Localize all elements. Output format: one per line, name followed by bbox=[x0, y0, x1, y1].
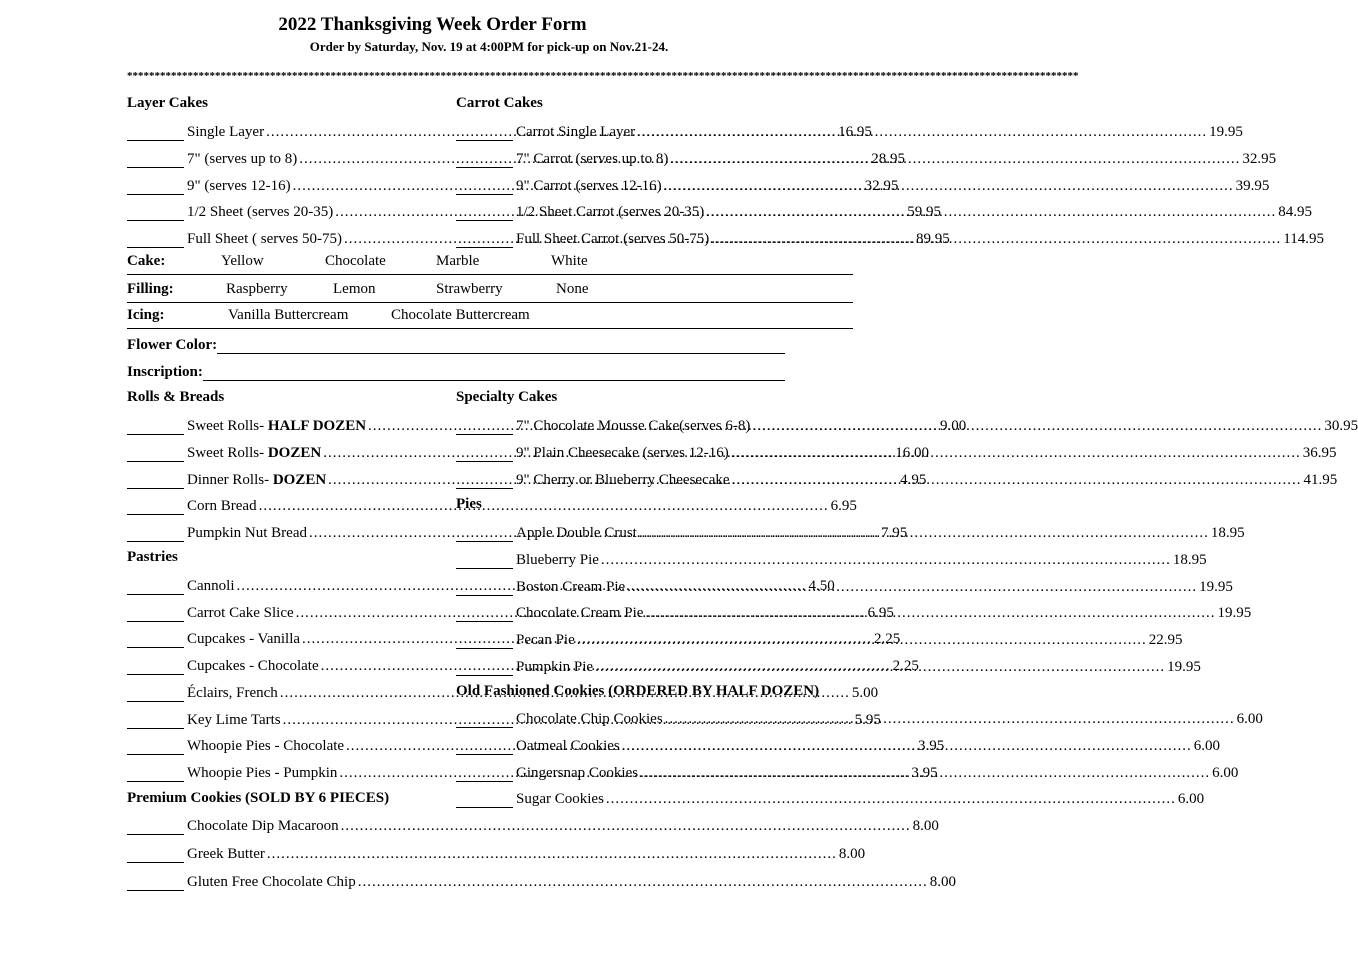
quantity-blank[interactable] bbox=[127, 500, 184, 515]
item-price: 22.95 bbox=[1148, 632, 1183, 649]
item-name bbox=[516, 472, 730, 489]
item-name bbox=[187, 658, 319, 675]
item-name-text: Corn Bread bbox=[187, 498, 257, 515]
item-price: 19.95 bbox=[1199, 578, 1233, 595]
item-price: 2.25 bbox=[874, 631, 901, 648]
flower-color-label: Flower Color: bbox=[127, 337, 218, 353]
item-name-text: 9" Cherry or Blueberry Cheesecake bbox=[516, 471, 730, 488]
item-name-text: Chocolate Chip Cookies bbox=[516, 711, 663, 727]
inscription-label: Inscription: bbox=[127, 364, 203, 380]
leader-dots bbox=[639, 525, 1209, 542]
item-name-text: Gingersnap Cookies bbox=[516, 764, 639, 781]
item-name bbox=[187, 204, 333, 221]
item-price: 18.95 bbox=[1210, 525, 1245, 541]
leader-dots bbox=[731, 445, 1301, 462]
item-price: 19.95 bbox=[1217, 605, 1252, 622]
item-name bbox=[516, 632, 575, 649]
item-price: 7.95 bbox=[881, 525, 908, 542]
quantity-blank[interactable] bbox=[127, 767, 184, 782]
item-price: 84.95 bbox=[1278, 204, 1313, 221]
order-item-row bbox=[127, 815, 939, 835]
item-name-text: Whoopie Pies - Chocolate bbox=[187, 738, 345, 755]
item-name bbox=[516, 445, 729, 462]
item-name bbox=[516, 791, 604, 808]
quantity-blank[interactable] bbox=[127, 447, 184, 462]
leader-dots bbox=[711, 231, 1281, 248]
filling-option[interactable]: Raspberry bbox=[226, 281, 288, 297]
item-name bbox=[187, 846, 265, 863]
quantity-blank[interactable] bbox=[127, 126, 184, 141]
quantity-blank[interactable] bbox=[127, 876, 184, 891]
item-price: 32.95 bbox=[864, 177, 899, 194]
item-name-text: Dinner Rolls- bbox=[187, 471, 273, 488]
item-name bbox=[187, 498, 257, 515]
item-name-text: 9" Plain Cheesecake (serves 12-16) bbox=[516, 444, 729, 461]
item-name-text: Chocolate Cream Pie bbox=[516, 605, 644, 622]
item-price: 32.95 bbox=[1242, 150, 1277, 167]
filling-option[interactable]: None bbox=[556, 281, 589, 297]
item-price: 6.00 bbox=[1177, 791, 1205, 808]
item-name-text: Sweet Rolls- bbox=[187, 444, 268, 461]
item-name bbox=[516, 659, 593, 676]
order-item-row bbox=[456, 576, 1233, 596]
section-title-specialty-cakes: Specialty Cakes bbox=[456, 389, 558, 405]
item-price: 30.95 bbox=[1324, 418, 1358, 434]
item-price: 16.95 bbox=[838, 124, 872, 140]
order-item-row bbox=[456, 549, 1207, 569]
item-price: 5.95 bbox=[854, 711, 881, 728]
section-title-pies: Pies bbox=[456, 496, 482, 512]
item-name bbox=[187, 151, 297, 168]
quantity-blank[interactable] bbox=[456, 527, 513, 542]
icing-option[interactable]: Chocolate Buttercream bbox=[391, 307, 530, 323]
leader-dots bbox=[577, 632, 1147, 649]
item-price: 6.95 bbox=[830, 498, 857, 515]
section-title-carrot-cakes: Carrot Cakes bbox=[456, 95, 543, 111]
item-name-emphasis: DOZEN bbox=[272, 471, 327, 488]
item-name bbox=[516, 579, 625, 596]
item-price: 39.95 bbox=[1235, 177, 1270, 194]
item-name-text: Gluten Free Chocolate Chip bbox=[187, 873, 356, 890]
quantity-blank[interactable] bbox=[456, 607, 513, 622]
quantity-blank[interactable] bbox=[456, 767, 513, 782]
item-name-text: Key Lime Tarts bbox=[187, 711, 281, 728]
item-name-text: Chocolate Dip Macaroon bbox=[187, 818, 339, 834]
item-name-text: Greek Butter bbox=[187, 845, 265, 862]
quantity-blank[interactable] bbox=[456, 661, 513, 676]
item-name bbox=[516, 151, 668, 168]
leader-dots bbox=[606, 791, 1176, 808]
leader-dots bbox=[706, 204, 1276, 221]
item-price: 9.00 bbox=[940, 418, 967, 434]
item-name-text: Pumpkin Nut Bread bbox=[187, 525, 307, 542]
leader-dots bbox=[267, 846, 837, 863]
icing-label: Icing: bbox=[127, 307, 165, 323]
item-price: 18.95 bbox=[1172, 551, 1207, 568]
quantity-blank[interactable] bbox=[456, 793, 513, 808]
quantity-blank[interactable] bbox=[456, 233, 513, 248]
item-name-text: 7" Chocolate Mousse Cake(serves 6-8) bbox=[516, 418, 751, 434]
leader-dots bbox=[622, 738, 1192, 755]
item-name-text: Pecan Pie bbox=[516, 632, 575, 649]
item-price: 89.95 bbox=[915, 231, 950, 248]
item-name bbox=[516, 178, 662, 195]
leader-dots bbox=[601, 552, 1171, 569]
item-price: 59.95 bbox=[907, 204, 941, 221]
item-price: 5.00 bbox=[851, 684, 879, 701]
item-name-text: 9" (serves 12-16) bbox=[187, 177, 291, 194]
quantity-blank[interactable] bbox=[456, 554, 513, 569]
item-name-emphasis: DOZEN bbox=[267, 444, 322, 461]
item-price: 6.00 bbox=[1212, 764, 1239, 781]
item-name bbox=[187, 765, 337, 782]
cake-option[interactable]: Chocolate bbox=[325, 253, 386, 269]
quantity-blank[interactable] bbox=[127, 474, 184, 489]
item-name bbox=[187, 631, 300, 648]
item-price: 3.95 bbox=[918, 738, 945, 755]
item-price: 8.00 bbox=[912, 818, 939, 834]
cake-option[interactable]: Yellow bbox=[221, 253, 264, 269]
section-title-layer-cakes: Layer Cakes bbox=[127, 95, 208, 111]
quantity-blank[interactable] bbox=[456, 713, 513, 728]
leader-dots bbox=[627, 579, 1197, 596]
leader-dots bbox=[665, 711, 1235, 728]
item-name bbox=[187, 685, 278, 702]
item-name bbox=[187, 472, 326, 489]
item-name-text: Full Sheet Carrot (serves 50-75) bbox=[516, 231, 710, 248]
quantity-blank[interactable] bbox=[456, 634, 513, 649]
item-name-text: Oatmeal Cookies bbox=[516, 737, 620, 754]
section-title-old-fashioned-cookies: Old Fashioned Cookies (ORDERED BY HALF DOZEN) bbox=[456, 683, 820, 699]
item-price: 4.95 bbox=[900, 471, 927, 488]
quantity-blank[interactable] bbox=[456, 206, 513, 221]
cake-label: Cake: bbox=[127, 253, 166, 269]
item-price: 6.00 bbox=[1236, 711, 1263, 727]
item-name-text: Whoopie Pies - Pumpkin bbox=[187, 764, 338, 781]
item-name-text: 9" Carrot (serves 12-16) bbox=[516, 177, 662, 194]
leader-dots bbox=[358, 874, 928, 891]
section-title-pastries: Pastries bbox=[127, 549, 178, 565]
leader-dots bbox=[664, 178, 1234, 195]
item-name bbox=[187, 818, 339, 835]
item-name bbox=[187, 445, 321, 462]
leader-dots bbox=[752, 418, 1322, 435]
quantity-blank[interactable] bbox=[456, 180, 513, 195]
item-name-text: Carrot Cake Slice bbox=[187, 604, 294, 621]
item-name bbox=[516, 552, 599, 569]
leader-dots bbox=[640, 765, 1210, 782]
item-price: 19.95 bbox=[1167, 659, 1201, 675]
item-name-text: 7" (serves up to 8) bbox=[187, 150, 298, 167]
quantity-blank[interactable] bbox=[127, 714, 184, 729]
section-title-rolls-breads: Rolls & Breads bbox=[127, 389, 225, 405]
quantity-blank[interactable] bbox=[127, 206, 184, 221]
item-name-text: Sweet Rolls- bbox=[187, 418, 268, 434]
quantity-blank[interactable] bbox=[456, 581, 513, 596]
item-price: 2.25 bbox=[892, 658, 919, 675]
item-name bbox=[187, 124, 264, 141]
quantity-blank[interactable] bbox=[456, 420, 513, 435]
item-name bbox=[516, 711, 663, 728]
quantity-blank[interactable] bbox=[456, 474, 513, 489]
quantity-blank[interactable] bbox=[127, 180, 184, 195]
item-price: 28.95 bbox=[871, 150, 906, 167]
item-price: 16.00 bbox=[895, 444, 929, 461]
item-name bbox=[187, 418, 366, 435]
item-price: 41.95 bbox=[1303, 471, 1338, 488]
order-item-row bbox=[456, 788, 1205, 808]
cake-options bbox=[127, 252, 853, 275]
item-price: 8.00 bbox=[929, 873, 956, 890]
flower-color-line[interactable] bbox=[217, 339, 785, 354]
cake-option[interactable]: Marble bbox=[436, 253, 480, 269]
item-price: 114.95 bbox=[1283, 231, 1324, 248]
item-name bbox=[187, 525, 307, 542]
item-name bbox=[516, 738, 620, 755]
item-name-text: Apple Double Crust bbox=[516, 525, 637, 541]
quantity-blank[interactable] bbox=[127, 740, 184, 755]
inscription-field[interactable] bbox=[127, 361, 785, 381]
page-title: 2022 Thanksgiving Week Order Form bbox=[278, 14, 587, 35]
item-name bbox=[516, 124, 635, 141]
item-name-text: Full Sheet ( serves 50-75) bbox=[187, 231, 342, 248]
leader-dots bbox=[637, 124, 1207, 141]
flower-color-field[interactable] bbox=[127, 334, 785, 354]
leader-dots bbox=[259, 498, 829, 515]
quantity-blank[interactable] bbox=[127, 687, 184, 702]
quantity-blank[interactable] bbox=[456, 740, 513, 755]
item-name-text: 1/2 Sheet Carrot (serves 20-35) bbox=[516, 204, 705, 221]
quantity-blank[interactable] bbox=[127, 420, 184, 435]
item-name-text: Pumpkin Pie bbox=[516, 659, 594, 675]
order-item-row bbox=[127, 843, 866, 863]
item-name-text: Single Layer bbox=[187, 124, 265, 140]
filling-options bbox=[127, 280, 853, 303]
separator-line: ***************************************************************************************************************************************************************************** bbox=[127, 70, 1079, 82]
section-title-premium-cookies: Premium Cookies (SOLD BY 6 PIECES) bbox=[127, 790, 390, 806]
item-name-text: Cupcakes - Chocolate bbox=[187, 658, 319, 675]
quantity-blank[interactable] bbox=[456, 447, 513, 462]
item-name bbox=[187, 605, 294, 622]
filling-option[interactable]: Strawberry bbox=[436, 281, 503, 297]
quantity-blank[interactable] bbox=[127, 848, 184, 863]
quantity-blank[interactable] bbox=[127, 527, 184, 542]
quantity-blank[interactable] bbox=[127, 153, 184, 168]
leader-dots bbox=[645, 605, 1215, 622]
item-name bbox=[187, 231, 342, 248]
icing-options bbox=[127, 306, 853, 329]
item-name-text: 1/2 Sheet (serves 20-35) bbox=[187, 204, 334, 221]
item-price: 4.50 bbox=[808, 578, 835, 594]
item-name-text: Éclairs, French bbox=[187, 684, 278, 701]
item-name-text: Boston Cream Pie bbox=[516, 578, 626, 595]
quantity-blank[interactable] bbox=[456, 153, 513, 168]
inscription-line[interactable] bbox=[203, 366, 785, 381]
item-name bbox=[187, 712, 281, 729]
item-name bbox=[516, 418, 750, 435]
item-name bbox=[516, 231, 709, 248]
item-name-emphasis: HALF DOZEN bbox=[267, 418, 367, 434]
item-name-text: Blueberry Pie bbox=[516, 551, 599, 568]
item-name-text: 7" Carrot (serves up to 8) bbox=[516, 150, 669, 167]
quantity-blank[interactable] bbox=[127, 633, 184, 648]
page-subtitle: Order by Saturday, Nov. 19 at 4:00PM for pick-up on Nov.21-24. bbox=[309, 39, 669, 54]
quantity-blank[interactable] bbox=[456, 126, 513, 141]
item-name bbox=[187, 578, 235, 595]
item-name bbox=[187, 874, 356, 891]
item-name-text: Cannoli bbox=[187, 578, 235, 594]
item-price: 6.00 bbox=[1193, 737, 1220, 754]
quantity-blank[interactable] bbox=[127, 820, 184, 835]
item-name bbox=[516, 204, 704, 221]
quantity-blank[interactable] bbox=[127, 580, 184, 595]
item-name-text: Carrot Single Layer bbox=[516, 124, 636, 140]
cake-option[interactable]: White bbox=[551, 253, 588, 269]
quantity-blank[interactable] bbox=[127, 233, 184, 248]
item-name-text: Cupcakes - Vanilla bbox=[187, 631, 301, 648]
item-name bbox=[187, 178, 291, 195]
item-name bbox=[187, 738, 344, 755]
leader-dots bbox=[732, 472, 1302, 489]
filling-label: Filling: bbox=[127, 281, 174, 297]
item-name bbox=[516, 765, 638, 782]
order-item-row bbox=[127, 871, 956, 891]
item-name bbox=[516, 525, 637, 542]
quantity-blank[interactable] bbox=[127, 660, 184, 675]
quantity-blank[interactable] bbox=[127, 607, 184, 622]
item-price: 36.95 bbox=[1302, 444, 1337, 461]
leader-dots bbox=[280, 685, 850, 702]
leader-dots bbox=[595, 659, 1165, 676]
item-price: 6.95 bbox=[867, 604, 894, 621]
item-price: 3.95 bbox=[911, 764, 938, 781]
item-name bbox=[516, 605, 643, 622]
icing-option[interactable]: Vanilla Buttercream bbox=[228, 307, 349, 323]
item-price: 19.95 bbox=[1209, 124, 1243, 140]
leader-dots bbox=[670, 151, 1240, 168]
item-name-text: Sugar Cookies bbox=[516, 791, 604, 808]
item-price: 8.00 bbox=[838, 845, 866, 862]
leader-dots bbox=[341, 818, 911, 835]
filling-option[interactable]: Lemon bbox=[333, 281, 376, 297]
